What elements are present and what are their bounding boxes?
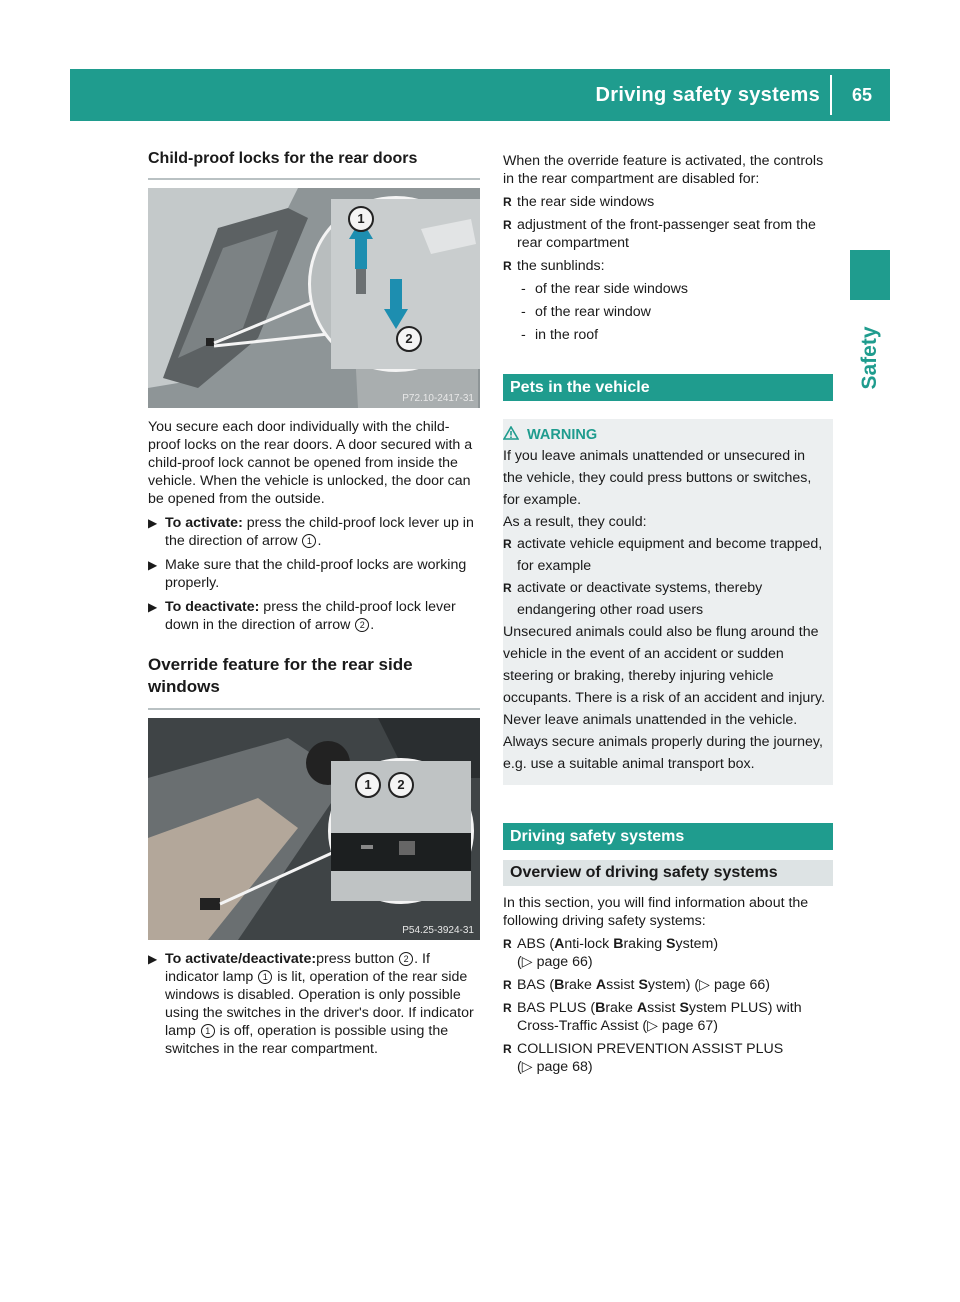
list-item: R the rear side windows <box>503 194 655 210</box>
section-rule <box>148 708 480 710</box>
step-arrow-icon: ▶ <box>148 516 158 530</box>
side-tab-marker <box>850 250 890 300</box>
illustration-door-panel <box>148 718 480 940</box>
list-item: R ABS (Anti-lock Braking System) (▷ page 66) <box>503 936 719 970</box>
side-tab-label: Safety <box>858 326 881 390</box>
callout-1: 1 <box>355 772 381 798</box>
left-column <box>148 150 480 1058</box>
section-bar-driving-safety: Driving safety systems <box>503 823 833 850</box>
step-arrow-icon: ▶ <box>148 952 158 966</box>
warning-header: WARNING <box>503 425 827 445</box>
step-arrow-icon: ▶ <box>148 600 158 614</box>
list-item: R the sunblinds: <box>503 258 605 274</box>
illustration-code: P72.10-2417-31 <box>402 393 474 404</box>
warning-text: Never leave animals unattended in the vehicle. Always secure animals properly during the journey, e.g. use a suitable animal transport box. <box>503 712 823 772</box>
callout-2: 2 <box>388 772 414 798</box>
ref-circle-2: 2 <box>355 618 369 632</box>
list-item: R activate vehicle equipment and become trapped, for example <box>503 536 823 574</box>
right-column <box>503 152 833 1076</box>
overview-intro: In this section, you will find information about the following driving safety systems: <box>503 895 809 929</box>
detail-magnifier <box>308 196 480 372</box>
page-reference[interactable]: (▷ page 67) <box>642 1018 718 1034</box>
page-reference[interactable]: (▷ page 68) <box>517 1059 593 1075</box>
sub-list-item: - of the rear window <box>521 304 651 320</box>
warning-text: As a result, they could: <box>503 514 647 530</box>
page-reference[interactable]: (▷ page 66) <box>517 954 593 970</box>
illustration-code: P54.25-3924-31 <box>402 925 474 936</box>
page-reference[interactable]: (▷ page 66) <box>694 977 771 993</box>
override-intro: When the override feature is activated, the controls in the rear compartment are disabled for: <box>503 153 824 187</box>
warning-triangle-icon <box>503 426 519 440</box>
header-title: Driving safety systems <box>595 84 820 106</box>
list-item: R activate or deactivate systems, thereby endangering other road users <box>503 580 763 618</box>
sub-list-item: - in the roof <box>521 327 599 343</box>
page-header <box>70 69 890 121</box>
section-title-child-locks: Child-proof locks for the rear doors <box>148 150 418 167</box>
step-activate: ▶ To activate: press the child-proof lock lever up in the direction of arrow 1 . <box>148 515 474 549</box>
ref-circle-1: 1 <box>201 1024 215 1038</box>
ref-circle-1: 1 <box>258 970 272 984</box>
step-arrow-icon: ▶ <box>148 558 158 572</box>
callout-2: 2 <box>396 326 422 352</box>
step-check: ▶ Make sure that the child-proof locks are working properly. <box>148 557 467 591</box>
page-number: 65 <box>851 85 872 105</box>
section-title-override: Override feature for the rear side windows <box>148 655 413 696</box>
step-toggle-override: ▶ To activate/deactivate:press button 2 . If indicator lamp 1 is lit, operation of the rear side windows is disabled. Operation is only possible using the switches in the driver's door. If indicator lamp 1 is off, operation is possible using the switches in the rear compartment. <box>148 951 474 1057</box>
list-item: R BAS (Brake Assist System) (▷ page 66) <box>503 977 771 993</box>
child-locks-paragraph: You secure each door individually with the child-proof locks on the rear doors. A door secured with a child-proof lock cannot be opened from inside the vehicle. When the vehicle is unlocked, the door can be opened from the outside. <box>148 419 473 507</box>
callout-1: 1 <box>348 206 374 232</box>
child-lock-lever-detail <box>311 199 480 369</box>
warning-box <box>503 419 833 785</box>
ref-circle-2: 2 <box>399 952 413 966</box>
step-deactivate: ▶ To deactivate: press the child-proof lock lever down in the direction of arrow 2 . <box>148 599 456 633</box>
list-item: R BAS PLUS (Brake Assist System PLUS) with Cross-Traffic Assist (▷ page 67) <box>503 1000 802 1034</box>
warning-text: Unsecured animals could also be flung around the vehicle in the event of an accident or sudden steering or braking, thereby injuring vehicle occupants. There is a risk of an accident and injury. <box>503 624 826 706</box>
section-rule <box>148 178 480 180</box>
sub-list-item: - of the rear side windows <box>521 281 688 297</box>
list-item: R adjustment of the front-passenger seat from the rear compartment <box>503 217 816 251</box>
list-item: R COLLISION PREVENTION ASSIST PLUS (▷ page 68) <box>503 1041 784 1075</box>
ref-circle-1: 1 <box>302 534 316 548</box>
illustration-rear-door <box>148 188 480 408</box>
warning-text: If you leave animals unattended or unsecured in the vehicle, they could press buttons or switches, for example. <box>503 448 812 508</box>
subsection-bar-overview: Overview of driving safety systems <box>503 860 833 886</box>
section-bar-pets: Pets in the vehicle <box>503 374 833 401</box>
header-separator <box>830 75 832 115</box>
